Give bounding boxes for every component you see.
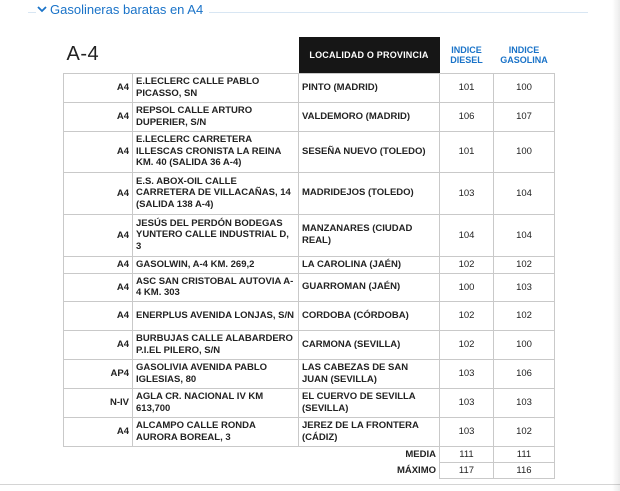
table-footer-row	[64, 462, 555, 478]
gasolina-index: 104	[494, 214, 555, 256]
header-indice-diesel	[440, 37, 494, 73]
table-row	[64, 417, 555, 446]
road-code: A4	[64, 102, 133, 131]
bottom-divider	[0, 484, 620, 485]
gasolina-index: 100	[494, 131, 555, 172]
road-code: A4	[64, 417, 133, 446]
footer-spacer	[133, 446, 299, 462]
diesel-index: 104	[440, 214, 494, 256]
footer-label-media: MEDIA	[299, 446, 440, 462]
station-name: GASOLWIN, A-4 KM. 269,2	[133, 256, 299, 273]
gasolina-index: 102	[494, 256, 555, 273]
table-title: A-4	[66, 43, 100, 66]
station-locality: GUARROMAN (JAÉN)	[299, 273, 440, 301]
footer-maximo-diesel: 117	[440, 462, 494, 478]
gas-stations-table	[63, 37, 555, 479]
table-row	[64, 273, 555, 301]
header-indice-gasolina	[494, 37, 555, 73]
gasolina-index: 104	[494, 172, 555, 214]
footer-media-gasolina: 111	[494, 446, 555, 462]
station-locality: EL CUERVO DE SEVILLA (SEVILLA)	[299, 388, 440, 417]
road-code: A4	[64, 214, 133, 256]
diesel-index: 102	[440, 256, 494, 273]
header-diesel-line2: DIESEL	[450, 54, 483, 65]
footer-spacer	[133, 462, 299, 478]
station-locality: CORDOBA (CÓRDOBA)	[299, 301, 440, 330]
road-code: A4	[64, 256, 133, 273]
gasolina-index: 103	[494, 388, 555, 417]
station-name: REPSOL CALLE ARTURO DUPERIER, S/N	[133, 102, 299, 131]
footer-media-diesel: 111	[440, 446, 494, 462]
road-code: A4	[64, 73, 133, 102]
table-header-row	[64, 37, 555, 73]
road-code: AP4	[64, 359, 133, 388]
station-locality: VALDEMORO (MADRID)	[299, 102, 440, 131]
road-code: A4	[64, 301, 133, 330]
station-name: E.LECLERC CALLE PABLO PICASSO, SN	[133, 73, 299, 102]
station-locality: MANZANARES (CIUDAD REAL)	[299, 214, 440, 256]
road-code: A4	[64, 273, 133, 301]
station-name: E.LECLERC CARRETERA ILLESCAS CRONISTA LA REINA KM. 40 (SALIDA 36 A-4)	[133, 131, 299, 172]
station-locality: LAS CABEZAS DE SAN JUAN (SEVILLA)	[299, 359, 440, 388]
station-name: E.S. ABOX-OIL CALLE CARRETERA DE VILLACAÑAS, 14 (SALIDA 138 A-4)	[133, 172, 299, 214]
table-row	[64, 131, 555, 172]
table-row	[64, 214, 555, 256]
footer-label-maximo: MÁXIMO	[299, 462, 440, 478]
gasolina-index: 102	[494, 301, 555, 330]
table-row	[64, 73, 555, 102]
header-gasolina-line1: INDICE	[508, 44, 540, 55]
chevron-down-icon	[36, 3, 48, 15]
road-code: N-IV	[64, 388, 133, 417]
footer-spacer	[64, 462, 133, 478]
diesel-index: 103	[440, 359, 494, 388]
table-row	[64, 330, 555, 359]
station-locality: PINTO (MADRID)	[299, 73, 440, 102]
station-locality: LA CAROLINA (JAÉN)	[299, 256, 440, 273]
accordion-toggle[interactable]	[36, 0, 209, 18]
header-localidad: LOCALIDAD O PROVINCIA	[299, 37, 440, 73]
table-row	[64, 172, 555, 214]
gasolina-index: 107	[494, 102, 555, 131]
diesel-index: 102	[440, 301, 494, 330]
table-row	[64, 102, 555, 131]
station-name: GASOLIVIA AVENIDA PABLO IGLESIAS, 80	[133, 359, 299, 388]
diesel-index: 103	[440, 388, 494, 417]
road-code: A4	[64, 330, 133, 359]
diesel-index: 101	[440, 131, 494, 172]
diesel-index: 103	[440, 172, 494, 214]
header-gasolina-line2: GASOLINA	[500, 54, 548, 65]
diesel-index: 106	[440, 102, 494, 131]
gasolina-index: 100	[494, 330, 555, 359]
footer-maximo-gasolina: 116	[494, 462, 555, 478]
gasolina-index: 103	[494, 273, 555, 301]
station-name: ASC SAN CRISTOBAL AUTOVIA A-4 KM. 303	[133, 273, 299, 301]
gasolina-index: 106	[494, 359, 555, 388]
station-locality: MADRIDEJOS (TOLEDO)	[299, 172, 440, 214]
table-footer-row	[64, 446, 555, 462]
table-row	[64, 256, 555, 273]
accordion-label: Gasolineras baratas en A4	[50, 1, 204, 17]
station-name: AGLA CR. NACIONAL IV KM 613,700	[133, 388, 299, 417]
station-name: ALCAMPO CALLE RONDA AURORA BOREAL, 3	[133, 417, 299, 446]
road-code: A4	[64, 131, 133, 172]
gasolina-index: 102	[494, 417, 555, 446]
gasolina-index: 100	[494, 73, 555, 102]
station-name: ENERPLUS AVENIDA LONJAS, S/N	[133, 301, 299, 330]
diesel-index: 103	[440, 417, 494, 446]
diesel-index: 102	[440, 330, 494, 359]
station-name: BURBUJAS CALLE ALABARDERO P.I.EL PILERO, S/N	[133, 330, 299, 359]
footer-spacer	[64, 446, 133, 462]
diesel-index: 101	[440, 73, 494, 102]
header-diesel-line1: INDICE	[451, 44, 482, 55]
station-locality: CARMONA (SEVILLA)	[299, 330, 440, 359]
scroll-edge-shadow	[612, 0, 620, 491]
diesel-index: 100	[440, 273, 494, 301]
table-row	[64, 388, 555, 417]
station-locality: JEREZ DE LA FRONTERA (CÁDIZ)	[299, 417, 440, 446]
station-locality: SESEÑA NUEVO (TOLEDO)	[299, 131, 440, 172]
table-row	[64, 359, 555, 388]
table-row	[64, 301, 555, 330]
station-name: JESÚS DEL PERDÓN BODEGAS YUNTERO CALLE INDUSTRIAL D, 3	[133, 214, 299, 256]
road-code: A4	[64, 172, 133, 214]
